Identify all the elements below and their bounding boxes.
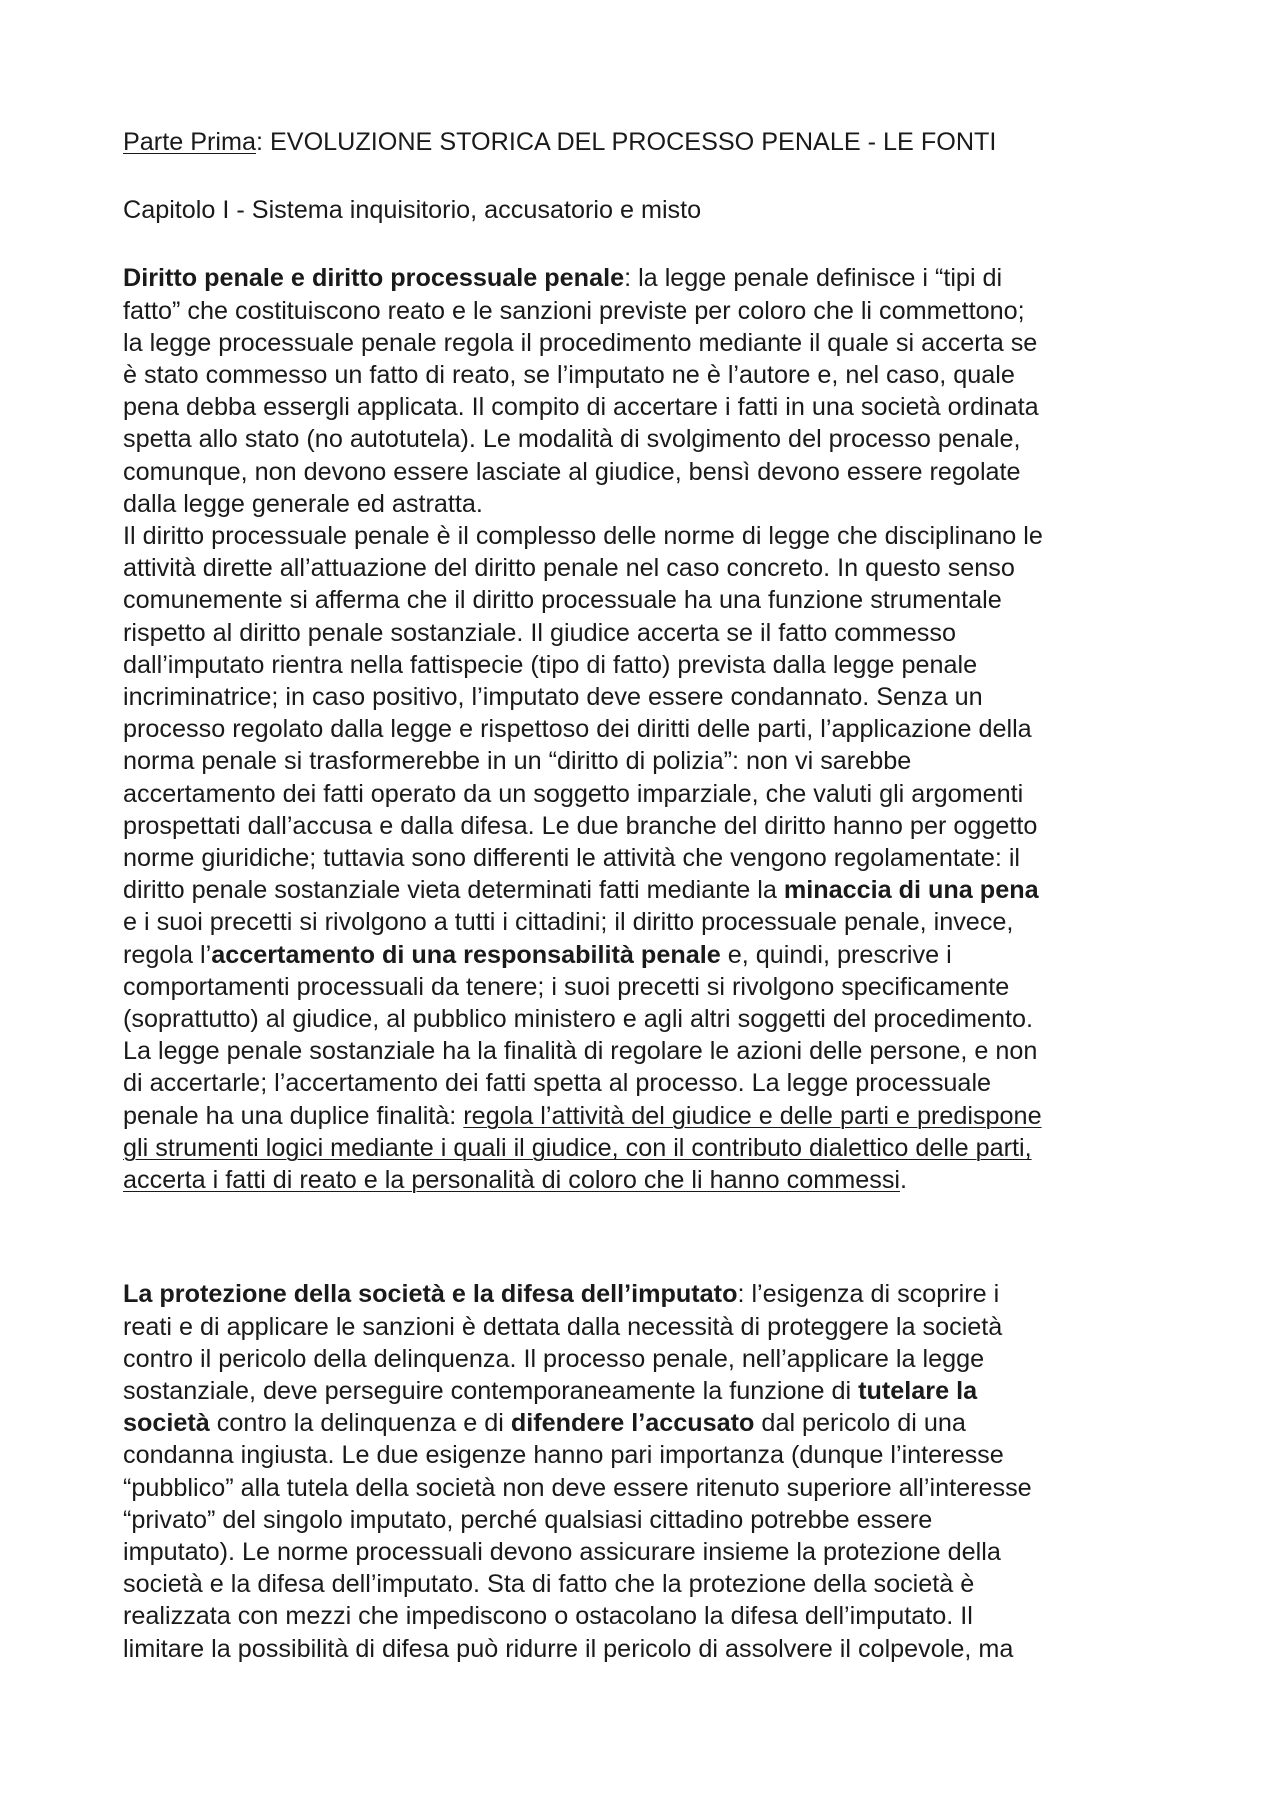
- text-line: processo regolato dalla legge e rispettoso dei diritti delle parti, l’applicazione della: [123, 715, 1032, 744]
- text-line: accertamento dei fatti operato da un soggetto imparziale, che valuti gli argomenti: [123, 779, 1024, 808]
- text-span: .: [900, 1166, 908, 1195]
- text-line: norme giuridiche; tuttavia sono differenti le attività che vengono regolamentate: il: [123, 844, 1021, 873]
- text-span: dal pericolo di una: [754, 1409, 966, 1438]
- part-label: Parte Prima: [123, 128, 256, 156]
- text-line: reati e di applicare le sanzioni è dettata dalla necessità di proteggere la società: [123, 1312, 1003, 1341]
- text-span: diritto penale sostanziale vieta determinati fatti mediante la: [123, 876, 784, 905]
- text-span: penale ha una duplice finalità:: [123, 1101, 464, 1130]
- bold-heading: Diritto penale e diritto processuale penale: [123, 264, 625, 293]
- bold-phrase: società: [123, 1409, 210, 1438]
- text-line: limitare la possibilità di difesa può ridurre il pericolo di assolvere il colpevole, ma: [123, 1634, 1014, 1663]
- text-span: e, quindi, prescrive i: [720, 940, 952, 969]
- text-line: società e la difesa dell’imputato. Sta di fatto che la protezione della società è: [123, 1570, 975, 1599]
- bold-phrase: minaccia di una pena: [783, 876, 1039, 905]
- text-line: Il diritto processuale penale è il complesso delle norme di legge che disciplinano le: [123, 522, 1043, 551]
- paragraph-diritto-processuale: [123, 520, 1173, 1196]
- text-line: comportamenti processuali da tenere; i suoi precetti si rivolgono specificamente: [123, 972, 1010, 1001]
- text-line: [123, 1278, 1173, 1310]
- part-title: [123, 126, 1173, 158]
- text-line: La legge penale sostanziale ha la finalità di regolare le azioni delle persone, e non: [123, 1037, 1038, 1066]
- text-span: regola l’: [123, 940, 212, 969]
- text-line: realizzata con mezzi che impediscono o ostacolano la difesa dell’imputato. Il: [123, 1602, 973, 1631]
- bold-phrase: tutelare la: [858, 1376, 978, 1405]
- text-line: comunemente si afferma che il diritto processuale ha una funzione strumentale: [123, 586, 1002, 615]
- underlined-phrase: accerta i fatti di reato e la personalità di coloro che li hanno commessi: [123, 1166, 901, 1195]
- text-span: contro la delinquenza e di: [209, 1409, 511, 1438]
- part-title-text: : EVOLUZIONE STORICA DEL PROCESSO PENALE - LE FONTI: [255, 128, 997, 156]
- paragraph-protezione-societa: [123, 1278, 1173, 1664]
- text-line: prospettati dall’accusa e dalla difesa. Le due branche del diritto hanno per oggetto: [123, 811, 1038, 840]
- paragraph-diritto-penale: [123, 262, 1173, 520]
- text-line: [123, 939, 1173, 971]
- document-page: [123, 126, 1173, 1665]
- bold-phrase: accertamento di una responsabilità penale: [211, 940, 721, 969]
- text-line: [123, 1132, 1173, 1164]
- text-line: è stato commesso un fatto di reato, se l’imputato ne è l’autore e, nel caso, quale: [123, 361, 1015, 390]
- text-line: di accertarle; l’accertamento dei fatti spetta al processo. La legge processuale: [123, 1069, 992, 1098]
- text-line: [123, 1100, 1173, 1132]
- text-line: [123, 874, 1173, 906]
- underlined-phrase: gli strumenti logici mediante i quali il giudice, con il contributo dialettico delle parti,: [123, 1133, 1032, 1162]
- text-line: [123, 1375, 1173, 1407]
- text-span: sostanziale, deve perseguire contemporaneamente la funzione di: [123, 1376, 859, 1405]
- text-line: dalla legge generale ed astratta.: [123, 489, 483, 518]
- underlined-phrase: regola l’attività del giudice e delle parti e predispone: [463, 1101, 1042, 1130]
- text-line: dall’imputato rientra nella fattispecie (tipo di fatto) prevista dalla legge penale: [123, 650, 978, 679]
- text-line: “pubblico” alla tutela della società non deve essere ritenuto superiore all’interesse: [123, 1473, 1032, 1502]
- text-line: [123, 1407, 1173, 1439]
- text-line: pena debba essergli applicata. Il compito di accertare i fatti in una società ordinata: [123, 393, 1039, 422]
- text-line: fatto” che costituiscono reato e le sanzioni previste per coloro che li commettono;: [123, 296, 1025, 325]
- text-line: imputato). Le norme processuali devono assicurare insieme la protezione della: [123, 1537, 1001, 1566]
- text-line: “privato” del singolo imputato, perché qualsiasi cittadino potrebbe essere: [123, 1505, 933, 1534]
- text-line: e i suoi precetti si rivolgono a tutti i cittadini; il diritto processuale penale, invece,: [123, 908, 1014, 937]
- text-span: : la legge penale definisce i “tipi di: [624, 264, 1003, 293]
- bold-heading: La protezione della società e la difesa dell’imputato: [123, 1280, 738, 1309]
- text-span: : l’esigenza di scoprire i: [737, 1280, 1000, 1309]
- text-line: norma penale si trasformerebbe in un “diritto di polizia”: non vi sarebbe: [123, 747, 912, 776]
- chapter-title: Capitolo I - Sistema inquisitorio, accusatorio e misto: [123, 196, 702, 225]
- text-line: contro il pericolo della delinquenza. Il processo penale, nell’applicare la legge: [123, 1344, 985, 1373]
- text-line: la legge processuale penale regola il procedimento mediante il quale si accerta se: [123, 328, 1038, 357]
- text-line: attività dirette all’attuazione del diritto penale nel caso concreto. In questo senso: [123, 554, 1015, 583]
- text-line: condanna ingiusta. Le due esigenze hanno pari importanza (dunque l’interesse: [123, 1441, 1004, 1470]
- text-line: spetta allo stato (no autotutela). Le modalità di svolgimento del processo penale,: [123, 425, 1021, 454]
- text-line: rispetto al diritto penale sostanziale. Il giudice accerta se il fatto commesso: [123, 618, 956, 647]
- text-line: [123, 262, 1173, 294]
- text-line: (soprattutto) al giudice, al pubblico ministero e agli altri soggetti del procedimento.: [123, 1005, 1034, 1034]
- bold-phrase: difendere l’accusato: [510, 1409, 755, 1438]
- text-line: [123, 1164, 1173, 1196]
- text-line: incriminatrice; in caso positivo, l’imputato deve essere condannato. Senza un: [123, 683, 983, 712]
- text-line: comunque, non devono essere lasciate al giudice, bensì devono essere regolate: [123, 457, 1021, 486]
